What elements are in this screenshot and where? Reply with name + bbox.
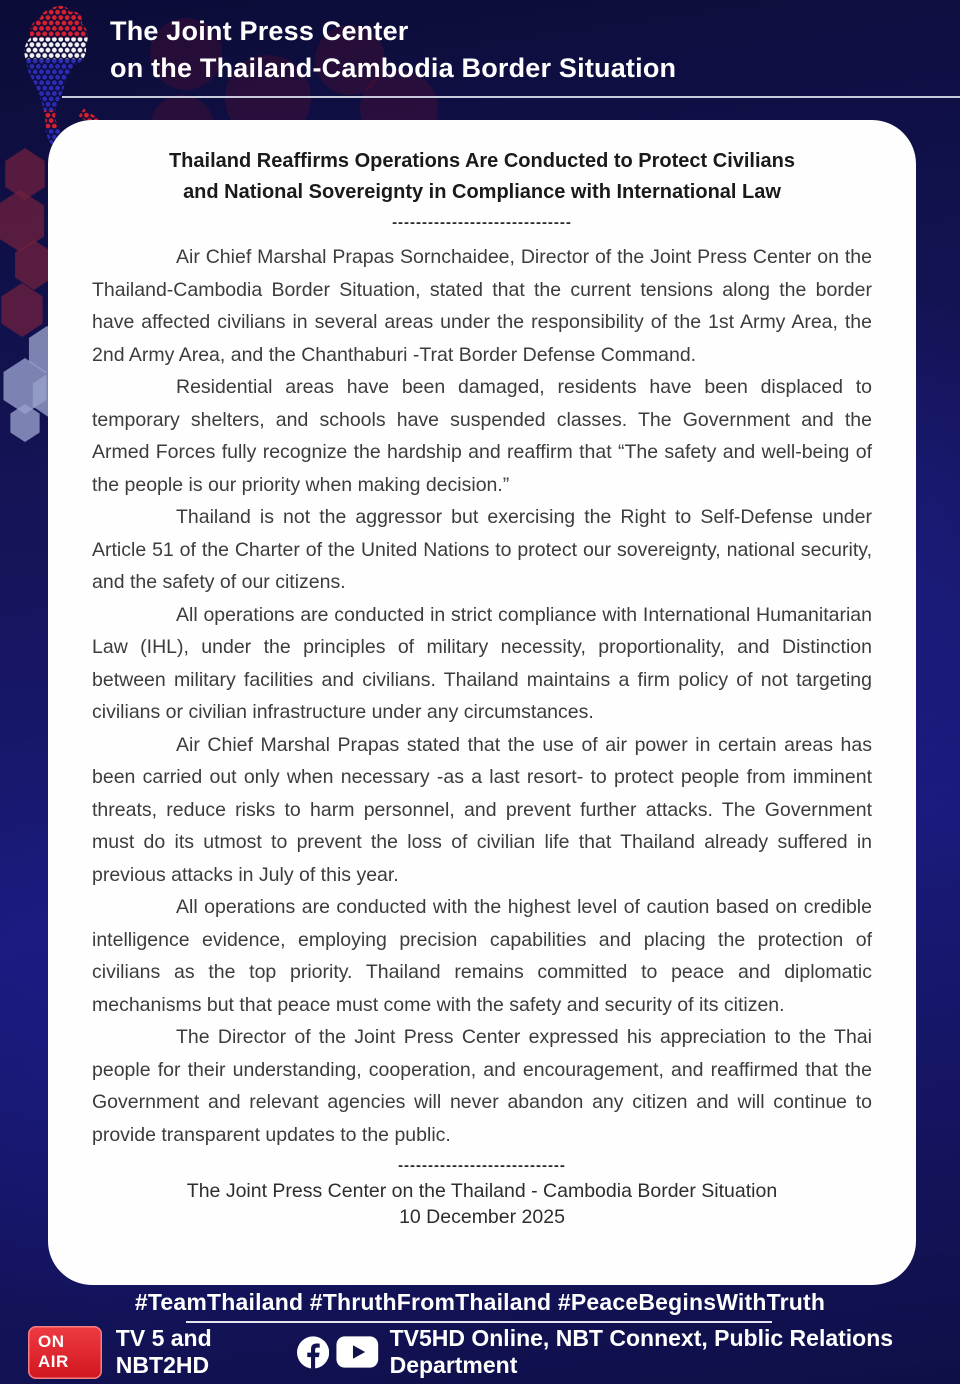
page-title (110, 13, 676, 87)
paragraph: Air Chief Marshal Prapas stated that the use of air power in certain areas has been carried out only when necessary -as a last resort- to protect people from imminent threats, reduce risks to harm personnel, and prevent further attacks. The Government must do its utmost to prevent the loss of civilian life that Thailand already suffered in previous attacks in July of this year. (92, 733, 872, 886)
header-divider (62, 96, 960, 98)
hexagon-decoration (0, 283, 46, 337)
document-title-line2: and National Sovereignty in Compliance with International Law (183, 181, 781, 203)
paragraph: The Director of the Joint Press Center expressed his appreciation to the Thai people for their understanding, cooperation, and encouragement, and reaffirmed that the Government and relevant agencies will never abandon any citizen and will continue to provide transparent updates to the public. (92, 1026, 872, 1146)
hashtags: #TeamThailand #ThruthFromThailand #PeaceBeginsWithTruth (134, 1289, 826, 1315)
hashtag-divider (186, 1321, 772, 1323)
broadcast-channels: TV 5 and NBT2HD (115, 1325, 212, 1378)
title-separator: ------------------------------ (392, 214, 572, 231)
facebook-icon (297, 1334, 329, 1371)
page-title-line1: The Joint Press Center (110, 16, 409, 46)
youtube-icon (336, 1334, 379, 1370)
signoff-date: 10 December 2025 (399, 1206, 565, 1228)
document-title-line1: Thailand Reaffirms Operations Are Conducted to Protect Civilians (168, 150, 796, 172)
paragraph: Thailand is not the aggressor but exercising the Right to Self-Defense under Article 51 of the Charter of the United Nations to protect our sovereignty, national security, and the safety of our citizens. (92, 506, 872, 593)
broadcast-bar (28, 1325, 944, 1378)
hexagon-decoration (2, 148, 48, 200)
signoff-separator: ---------------------------- (398, 1157, 566, 1174)
page-title-line2: on the Thailand-Cambodia Border Situation (110, 53, 677, 83)
online-channels: TV5HD Online, NBT Connext, Public Relations Department (389, 1325, 894, 1378)
paragraph: All operations are conducted in strict compliance with International Humanitarian Law (IHL), under the principles of military necessity, proportionality, and Distinction between military facilities and civilians. Thailand maintains a firm policy of not targeting civilians or civilian infrastructure under any circumstances. (92, 603, 872, 723)
paragraph: Air Chief Marshal Prapas Sornchaidee, Director of the Joint Press Center on the Thailand-Cambodia Border Situation, stated that the current tensions along the border have affected civilians in several areas under the responsibility of the 1st Army Area, the 2nd Army Area, and the Chanthaburi -Trat Border Defense Command. (92, 246, 872, 366)
on-air-badge: ON AIR (28, 1326, 102, 1379)
paragraph: All operations are conducted with the highest level of caution based on credible intelligence evidence, employing precision capabilities and placing the protection of civilians as the top priority. Thailand remains committed to peace and diplomatic mechanisms but that peace must come with the safety and security of its citizen. (92, 896, 872, 1016)
press-release-card (48, 120, 916, 1285)
signoff-org: The Joint Press Center on the Thailand - Cambodia Border Situation (186, 1180, 778, 1202)
hexagon-decoration (8, 404, 42, 442)
document-title (92, 146, 872, 208)
paragraph: Residential areas have been damaged, residents have been displaced to temporary shelters, and schools have suspended classes. The Government and the Armed Forces fully recognize the hardship and reaffirm that “The safety and well-being of the people is our priority when making decision.” (92, 376, 872, 496)
hexagon-decoration (0, 190, 48, 252)
